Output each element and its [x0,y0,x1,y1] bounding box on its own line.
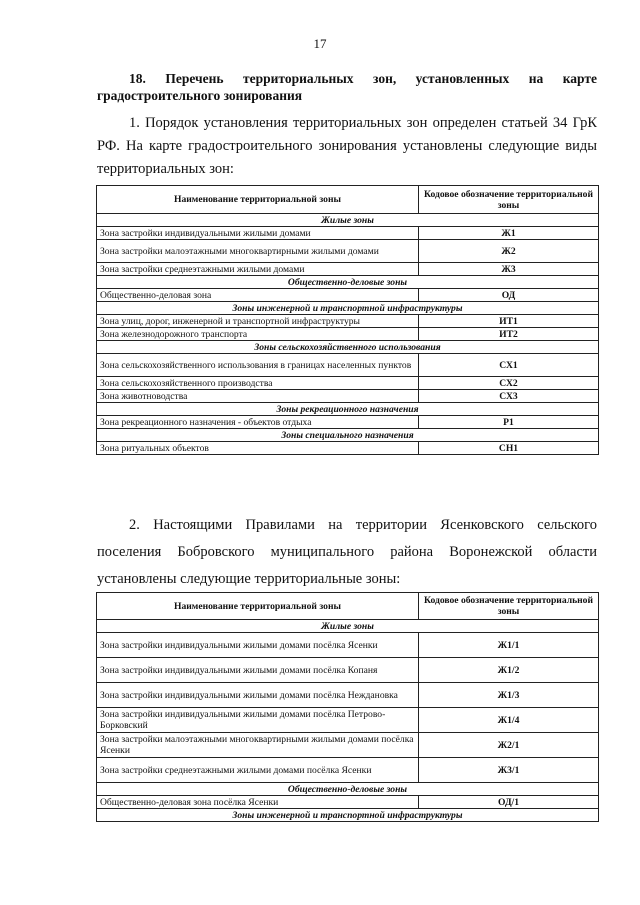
zone-name: Общественно-деловая зона посёлка Ясенки [97,796,419,809]
zone-name: Зона застройки малоэтажными многоквартирными жилыми домами [97,240,419,263]
zone-code: Ж3 [419,263,599,276]
zone-name: Зона застройки индивидуальными жилыми домами посёлка Копаня [97,658,419,683]
table-row [97,240,599,263]
paragraph-1: 1. Порядок установления территориальных зон определен статьей 34 ГрК РФ. На карте градостроительного зонирования установлены следующие виды территориальных зон: [97,115,597,177]
page-number: 17 [313,36,327,51]
zone-code: Ж1/2 [419,658,599,683]
section-title: Зоны рекреационного назначения [97,403,599,416]
zone-code: ИТ2 [419,328,599,341]
header-zone-code: Кодовое обозначение территориальной зоны [419,593,599,620]
zone-code: Ж2/1 [419,733,599,758]
zone-name: Зона рекреационного назначения - объектов отдыха [97,416,419,429]
section-title: Общественно-деловые зоны [97,276,599,289]
header-zone-code: Кодовое обозначение территориальной зоны [419,186,599,214]
table-row [97,683,599,708]
table-row [97,633,599,658]
zone-name: Зона животноводства [97,390,419,403]
table-row [97,289,599,302]
section-row [97,783,599,796]
section-row [97,276,599,289]
table-row [97,227,599,240]
section-title: Жилые зоны [97,214,599,227]
section-title: Зоны специального назначения [97,429,599,442]
section-row [97,214,599,227]
header-zone-name: Наименование территориальной зоны [97,593,419,620]
section-row [97,429,599,442]
table-row [97,658,599,683]
section-row [97,809,599,822]
zones-table-settlement [96,592,599,822]
table-header-row [97,186,599,214]
zone-name: Зона сельскохозяйственного использования в границах населенных пунктов [97,354,419,377]
table-row [97,416,599,429]
table-row [97,733,599,758]
table-row [97,708,599,733]
table-row [97,377,599,390]
section-title: Зоны сельскохозяйственного использования [97,341,599,354]
zone-name: Зона застройки индивидуальными жилыми домами [97,227,419,240]
table-row [97,442,599,455]
zone-name: Зона застройки индивидуальными жилыми домами посёлка Ясенки [97,633,419,658]
table-row [97,315,599,328]
zone-name: Зона сельскохозяйственного производства [97,377,419,390]
section-title: Зоны инженерной и транспортной инфраструктуры [97,809,599,822]
zone-code: СН1 [419,442,599,455]
zone-code: СХ1 [419,354,599,377]
section-row [97,620,599,633]
section-title: Жилые зоны [97,620,599,633]
table-row [97,796,599,809]
section-title: Зоны инженерной и транспортной инфраструктуры [97,302,599,315]
zone-name: Зона улиц, дорог, инженерной и транспортной инфраструктуры [97,315,419,328]
zone-name: Зона застройки среднеэтажными жилыми домами посёлка Ясенки [97,758,419,783]
zone-code: Ж2 [419,240,599,263]
zone-code: Ж1/3 [419,683,599,708]
section-title: Общественно-деловые зоны [97,783,599,796]
zones-table-general [96,185,599,455]
section-row [97,403,599,416]
zone-code: Ж1/4 [419,708,599,733]
zone-name: Зона ритуальных объектов [97,442,419,455]
zone-code: СХ3 [419,390,599,403]
zone-code: Ж3/1 [419,758,599,783]
table-header-row [97,593,599,620]
zone-code: ОД [419,289,599,302]
zone-code: Ж1/1 [419,633,599,658]
table-row [97,354,599,377]
zone-code: ОД/1 [419,796,599,809]
section-row [97,341,599,354]
table-row [97,758,599,783]
zone-name: Зона железнодорожного транспорта [97,328,419,341]
zone-name: Зона застройки среднеэтажными жилыми домами [97,263,419,276]
paragraph-2: 2. Настоящими Правилами на территории Ясенковского сельского поселения Бобровского муниципального района Воронежской области установлены следующие территориальные зоны: [97,517,597,587]
zone-code: Р1 [419,416,599,429]
section-row [97,302,599,315]
zone-code: Ж1 [419,227,599,240]
zone-name: Зона застройки индивидуальными жилыми домами посёлка Петрово-Борковский [97,708,419,733]
zone-code: ИТ1 [419,315,599,328]
zone-name: Зона застройки малоэтажными многоквартирными жилыми домами посёлка Ясенки [97,733,419,758]
table-row [97,328,599,341]
section-heading: 18. Перечень территориальных зон, установленных на карте градостроительного зонирования [97,71,597,103]
header-zone-name: Наименование территориальной зоны [97,186,419,214]
zone-code: СХ2 [419,377,599,390]
table-row [97,263,599,276]
table-row [97,390,599,403]
zone-name: Общественно-деловая зона [97,289,419,302]
zone-name: Зона застройки индивидуальными жилыми домами посёлка Неждановка [97,683,419,708]
